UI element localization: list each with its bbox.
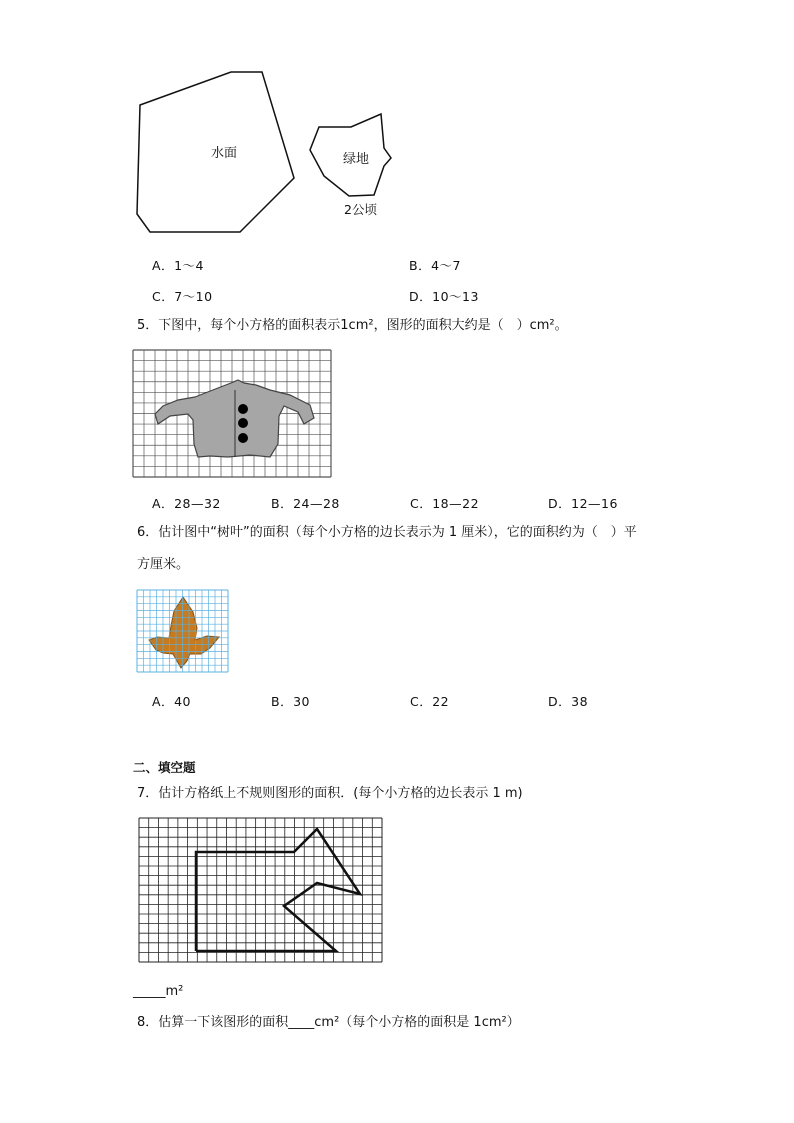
option-letter: D． (548, 694, 572, 709)
answer-unit: m² (165, 984, 184, 999)
q8-blank[interactable]: ____ (288, 1015, 315, 1030)
q8-text-1: 8．估算一下该图形的面积 (137, 1015, 289, 1030)
option-text: 28—32 (174, 496, 221, 511)
option-letter: C． (410, 694, 433, 709)
q8-question (137, 1015, 520, 1031)
q5-question: 5．下图中，每个小方格的面积表示1cm²，图形的面积大约是（ ）cm²。 (137, 318, 568, 333)
option-letter: B． (271, 694, 294, 709)
q7-answer[interactable] (133, 984, 183, 1000)
q6-question-line1: 6．估计图中“树叶”的面积（每个小方格的边长表示为 1 厘米），它的面积约为（ ）平 (137, 525, 637, 540)
green-area-label: 2公顷 (344, 202, 377, 217)
option-letter: A． (152, 496, 175, 511)
irregular-shape (196, 829, 360, 951)
option-letter: B． (271, 496, 294, 511)
option-text: 30 (293, 694, 310, 709)
option-letter: C． (410, 496, 433, 511)
option-text: 24—28 (293, 496, 340, 511)
option-letter: C． (152, 289, 175, 304)
option-letter: D． (409, 289, 433, 304)
option-letter: D． (548, 496, 572, 511)
option-letter: B． (409, 258, 432, 273)
q7-question: 7．估计方格纸上不规则图形的面积．(每个小方格的边长表示 1 m) (137, 786, 523, 801)
option-text: 12—16 (571, 496, 618, 511)
option-text: 22 (432, 694, 450, 709)
green-label: 绿地 (343, 152, 370, 167)
option-text: 10～13 (432, 289, 479, 304)
option-text: 1～4 (174, 258, 204, 273)
option-text: 40 (174, 694, 191, 709)
option-text: 4～7 (431, 258, 461, 273)
answer-blank[interactable]: _____ (133, 984, 166, 999)
water-label: 水面 (211, 146, 238, 161)
option-letter: A． (152, 694, 175, 709)
q6-question-line2: 方厘米。 (137, 557, 190, 572)
q8-text-2: cm²（每个小方格的面积是 1cm²） (314, 1015, 520, 1030)
option-letter: A． (152, 258, 175, 273)
option-text: 7～10 (174, 289, 213, 304)
option-text: 38 (571, 694, 589, 709)
option-text: 18—22 (432, 496, 480, 511)
section-heading: 二、填空题 (133, 760, 196, 775)
